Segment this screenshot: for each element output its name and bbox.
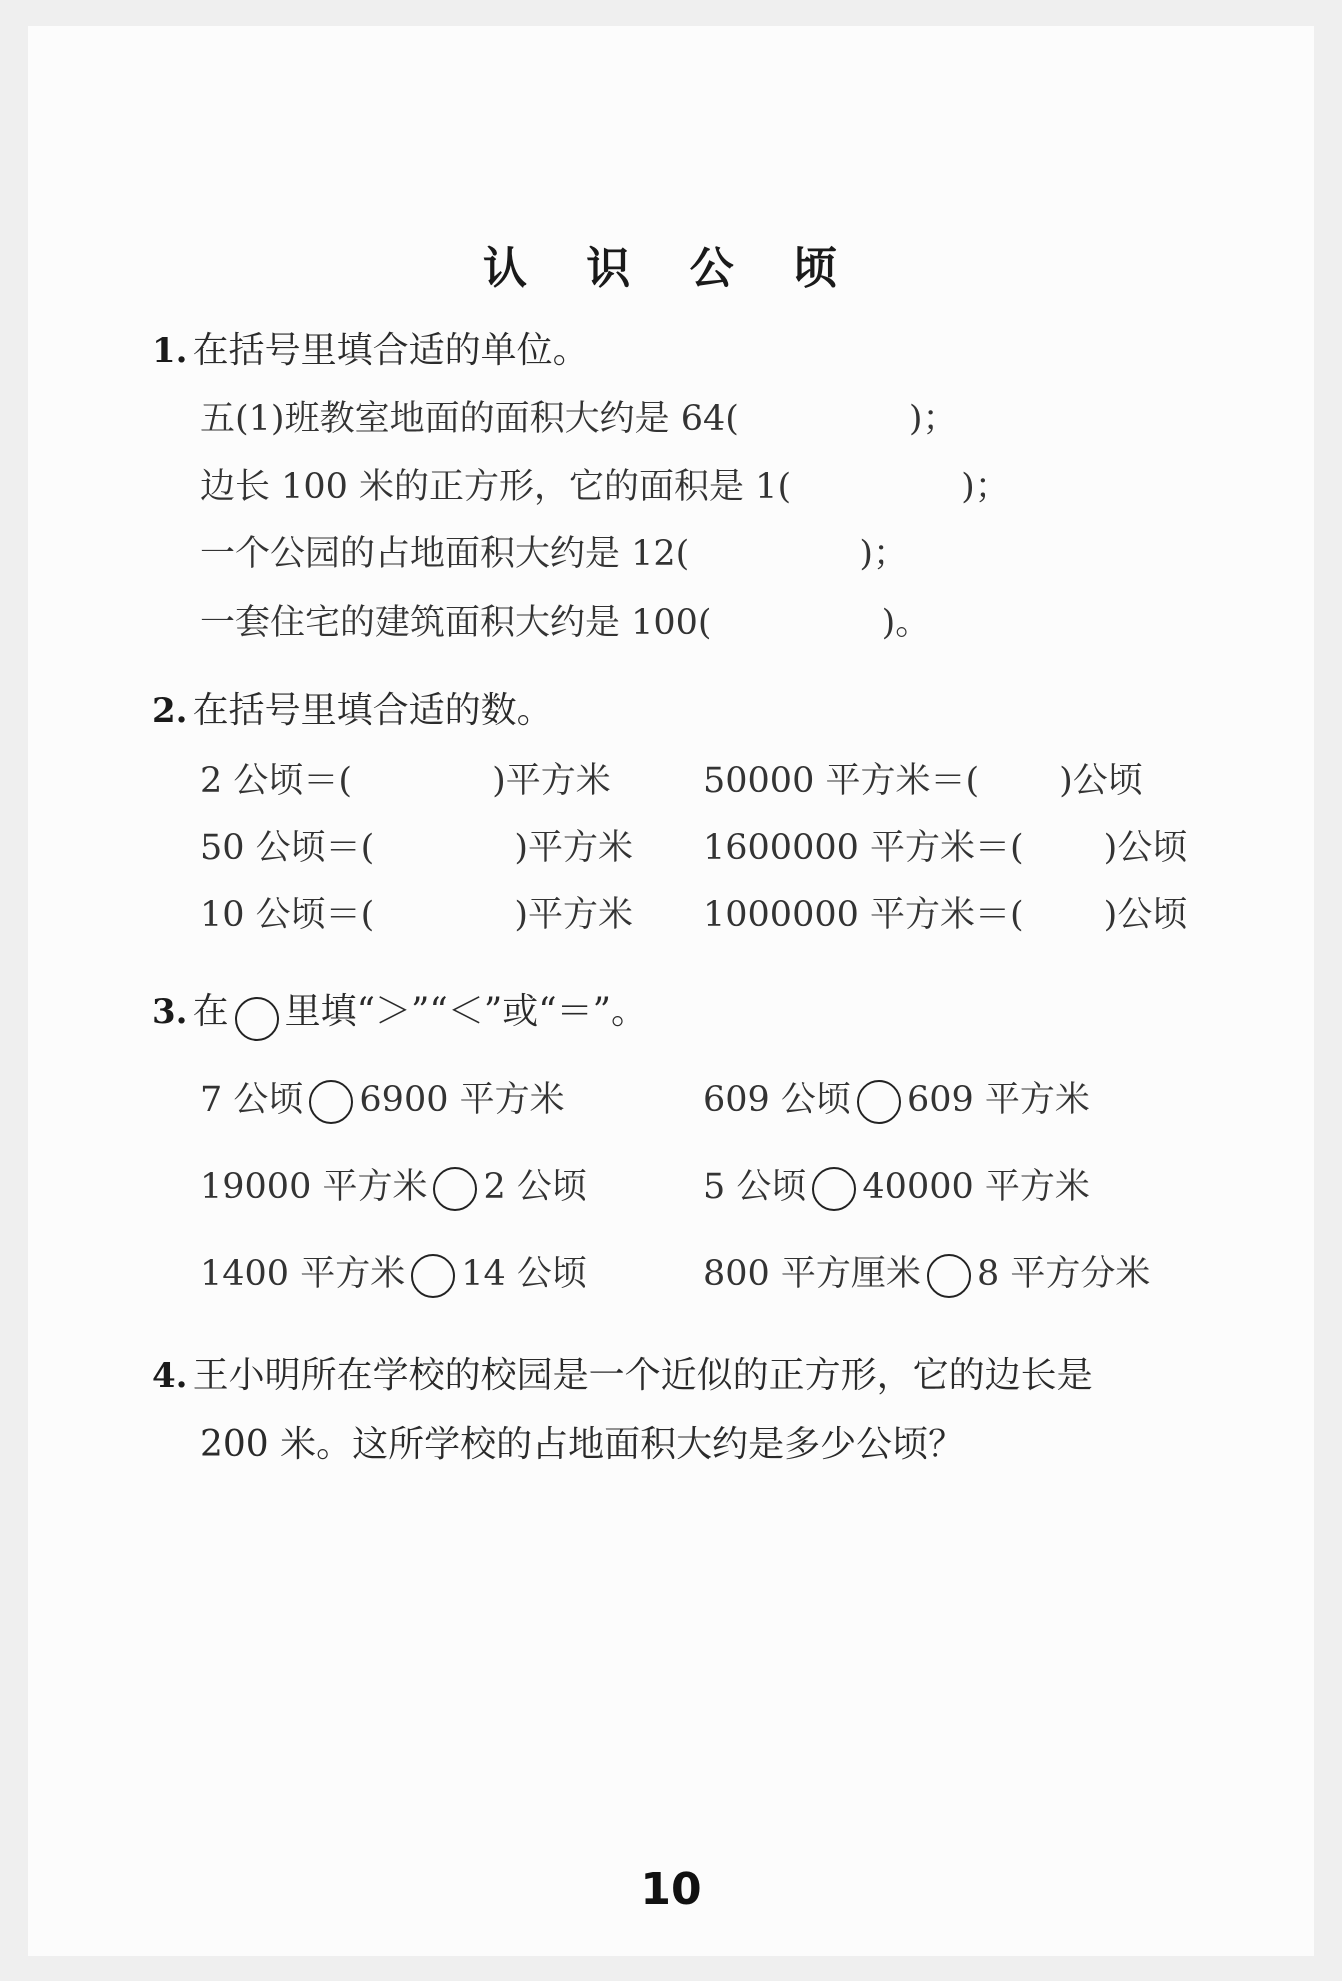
q2-left-3-text: 10 公顷＝( [200,895,375,935]
q1-line-3 [200,526,908,576]
question-number: 2. [152,691,188,731]
question-number: 3. [152,992,188,1032]
question-2-header [152,682,553,733]
answer-circle[interactable] [411,1254,455,1298]
q3-right-2-b: 40000 平方米 [862,1167,1090,1207]
answer-circle[interactable] [927,1254,971,1298]
q3-left-2 [200,1159,587,1211]
q1-line-2-end: )； [961,467,1010,507]
q3-right-2 [703,1159,1090,1211]
q3-right-1-a: 609 公顷 [703,1080,851,1120]
q2-right-2-unit: )公顷 [1103,828,1188,868]
question-1-header [152,322,589,373]
q2-right-1-unit: )公顷 [1059,761,1143,801]
question-3-header [152,983,647,1041]
q2-right-3-unit: )公顷 [1103,895,1188,935]
q2-right-3-text: 1000000 平方米＝( [703,895,1024,935]
q1-line-3-text: 一个公园的占地面积大约是 12( [200,534,690,574]
q3-left-2-b: 2 公顷 [483,1167,587,1207]
q1-line-1-end: )； [908,399,958,439]
q3-left-1-a: 7 公顷 [200,1080,304,1120]
q3-left-2-a: 19000 平方米 [200,1167,428,1207]
q2-left-1-unit: )平方米 [492,761,611,801]
question-text-end: 里填“＞”“＜”或“＝”。 [284,991,648,1032]
q2-right-1-text: 50000 平方米＝( [703,761,980,801]
q2-left-3-unit: )平方米 [514,895,633,935]
q3-right-2-a: 5 公顷 [703,1167,807,1207]
q2-left-2-unit: )平方米 [514,828,633,868]
question-text: 王小明所在学校的校园是一个近似的正方形，它的边长是 [192,1355,1093,1396]
question-text-start: 在 [192,991,229,1032]
q1-line-4-text: 一套住宅的建筑面积大约是 100( [200,603,712,643]
question-4-line-2: 200 米。这所学校的占地面积大约是多少公顷？ [200,1424,965,1465]
q3-left-1 [200,1072,565,1124]
q3-left-3 [200,1246,587,1298]
q3-right-3-b: 8 平方分米 [976,1254,1151,1294]
page-number: 10 [640,1864,702,1915]
q3-left-3-b: 14 公顷 [461,1254,587,1294]
q1-line-4 [200,595,930,645]
q3-right-3-a: 800 平方厘米 [703,1254,921,1294]
q3-right-1-b: 609 平方米 [906,1080,1090,1120]
q2-left-1-text: 2 公顷＝( [200,761,353,801]
q2-right-2-text: 1600000 平方米＝( [703,828,1024,868]
question-4-header [152,1347,1093,1398]
q1-line-3-end: )； [859,534,908,574]
q1-line-4-end: )。 [881,603,931,643]
question-number: 4. [152,1356,188,1396]
answer-circle[interactable] [857,1080,901,1124]
answer-circle[interactable] [309,1080,353,1124]
q1-line-1-text: 五(1)班教室地面的面积大约是 64( [200,399,739,439]
q3-left-1-b: 6900 平方米 [359,1080,565,1120]
q2-right-3 [703,887,1187,937]
q3-left-3-a: 1400 平方米 [200,1254,406,1294]
q2-left-2 [200,820,633,870]
q2-right-1 [703,753,1143,803]
answer-circle[interactable] [433,1167,477,1211]
q1-line-1 [200,391,958,441]
question-text: 在括号里填合适的数。 [192,690,553,731]
q2-left-2-text: 50 公顷＝( [200,828,375,868]
answer-circle[interactable] [812,1167,856,1211]
q2-left-1 [200,753,611,803]
q2-left-3 [200,887,633,937]
page-title: 认 识 公 顷 [483,243,859,294]
question-text: 在括号里填合适的单位。 [192,330,589,371]
question-number: 1. [152,331,188,371]
q2-right-2 [703,820,1187,870]
q3-right-3 [703,1246,1150,1298]
comparison-circle-icon [235,997,279,1041]
q1-line-2 [200,459,1010,509]
q1-line-2-text: 边长 100 米的正方形，它的面积是 1( [200,467,792,507]
q3-right-1 [703,1072,1090,1124]
